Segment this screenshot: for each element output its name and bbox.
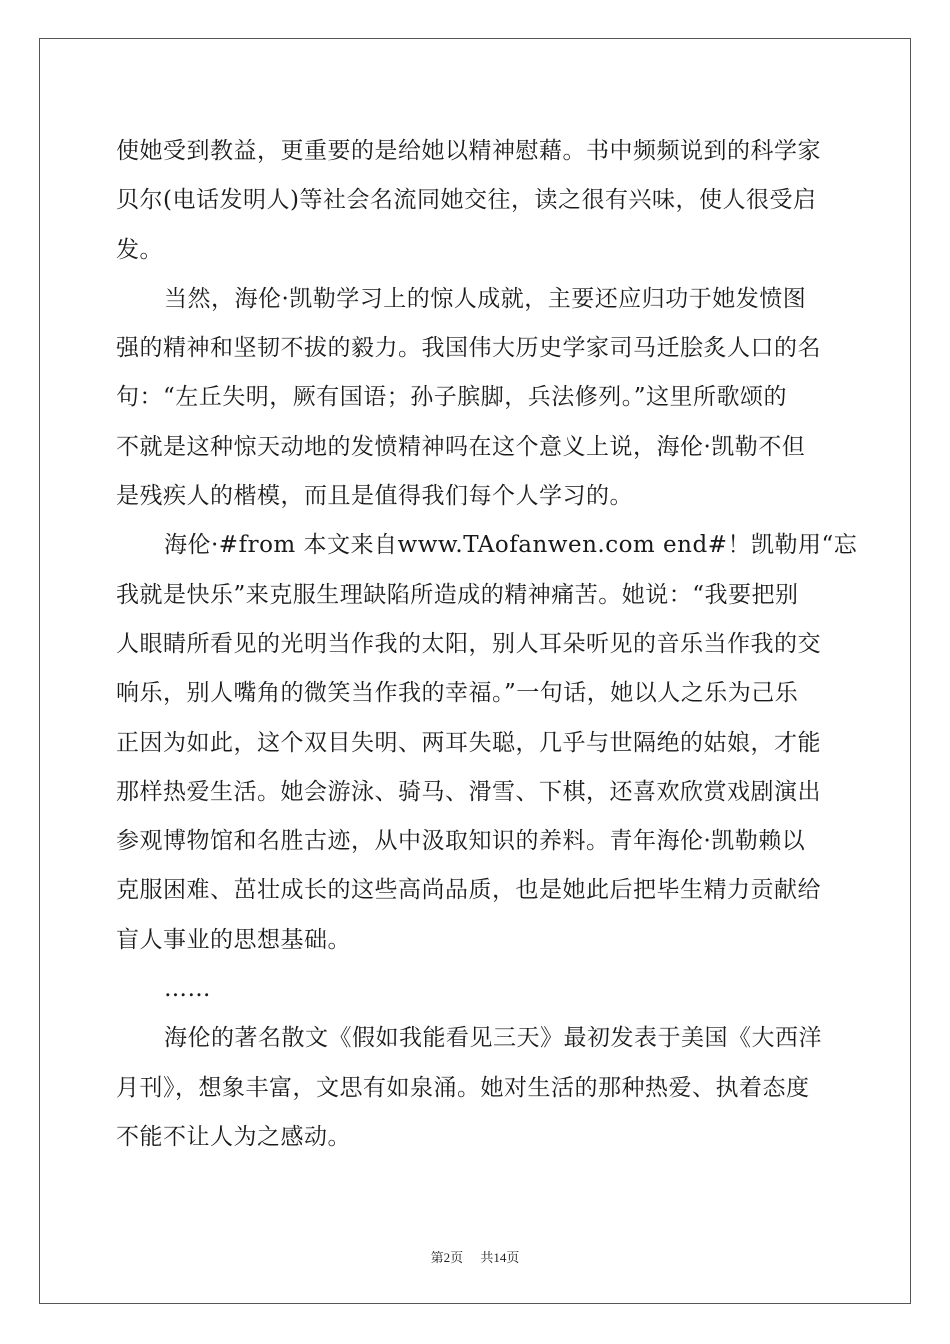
text-line: …… — [164, 976, 211, 1003]
page-total: 共14页 — [480, 1250, 520, 1265]
text-line: 使她受到教益，更重要的是给她以精神慰藉。书中频频说到的科学家 — [116, 138, 821, 164]
text-line: 克服困难、茁壮成长的这些高尚品质，也是她此后把毕生精力贡献给 — [116, 877, 821, 904]
text-line: 不就是这种惊天动地的发愤精神吗在这个意义上说，海伦·凯勒不但 — [116, 433, 806, 460]
text-line: 那样热爱生活。她会游泳、骑马、滑雪、下棋，还喜欢欣赏戏剧演出 — [116, 778, 821, 805]
page-number: 第2页 — [430, 1250, 464, 1265]
page-footer — [0, 1247, 950, 1266]
text-line: 句：“左丘失明，厥有国语；孙子膑脚，兵法修列。”这里所歌颂的 — [116, 384, 788, 411]
text-line: 当然，海伦·凯勒学习上的惊人成就，主要还应归功于她发愤图 — [164, 285, 807, 312]
text-line: 海伦·#from 本文来自www.TAofanwen.com end#！凯勒用“忘 — [164, 532, 858, 559]
text-line: 盲人事业的思想基础。 — [116, 926, 351, 953]
text-line: 贝尔(电话发明人)等社会名流同她交往，读之很有兴味，使人很受启 — [116, 187, 817, 214]
document-body — [116, 127, 858, 1162]
text-line: 月刊》，想象丰富，文思有如泉涌。她对生活的那种热爱、执着态度 — [116, 1074, 810, 1101]
text-line: 是残疾人的楷模，而且是值得我们每个人学习的。 — [116, 483, 633, 510]
text-line: 响乐，别人嘴角的微笑当作我的幸福。”一句话，她以人之乐为己乐 — [116, 680, 799, 707]
text-line: 参观博物馆和名胜古迹，从中汲取知识的养料。青年海伦·凯勒赖以 — [116, 828, 806, 855]
text-line: 发。 — [116, 236, 163, 263]
text-line: 我就是快乐”来克服生理缺陷所造成的精神痛苦。她说：“我要把别 — [116, 581, 799, 608]
text-line: 海伦的著名散文《假如我能看见三天》最初发表于美国《大西洋 — [164, 1025, 822, 1052]
text-line: 强的精神和坚韧不拔的毅力。我国伟大历史学家司马迁脍炙人口的名 — [116, 335, 821, 362]
text-line: 正因为如此，这个双目失明、两耳失聪，几乎与世隔绝的姑娘，才能 — [116, 729, 821, 756]
text-line: 人眼睛所看见的光明当作我的太阳，别人耳朵听见的音乐当作我的交 — [116, 630, 821, 657]
text-line: 不能不让人为之感动。 — [116, 1123, 351, 1150]
